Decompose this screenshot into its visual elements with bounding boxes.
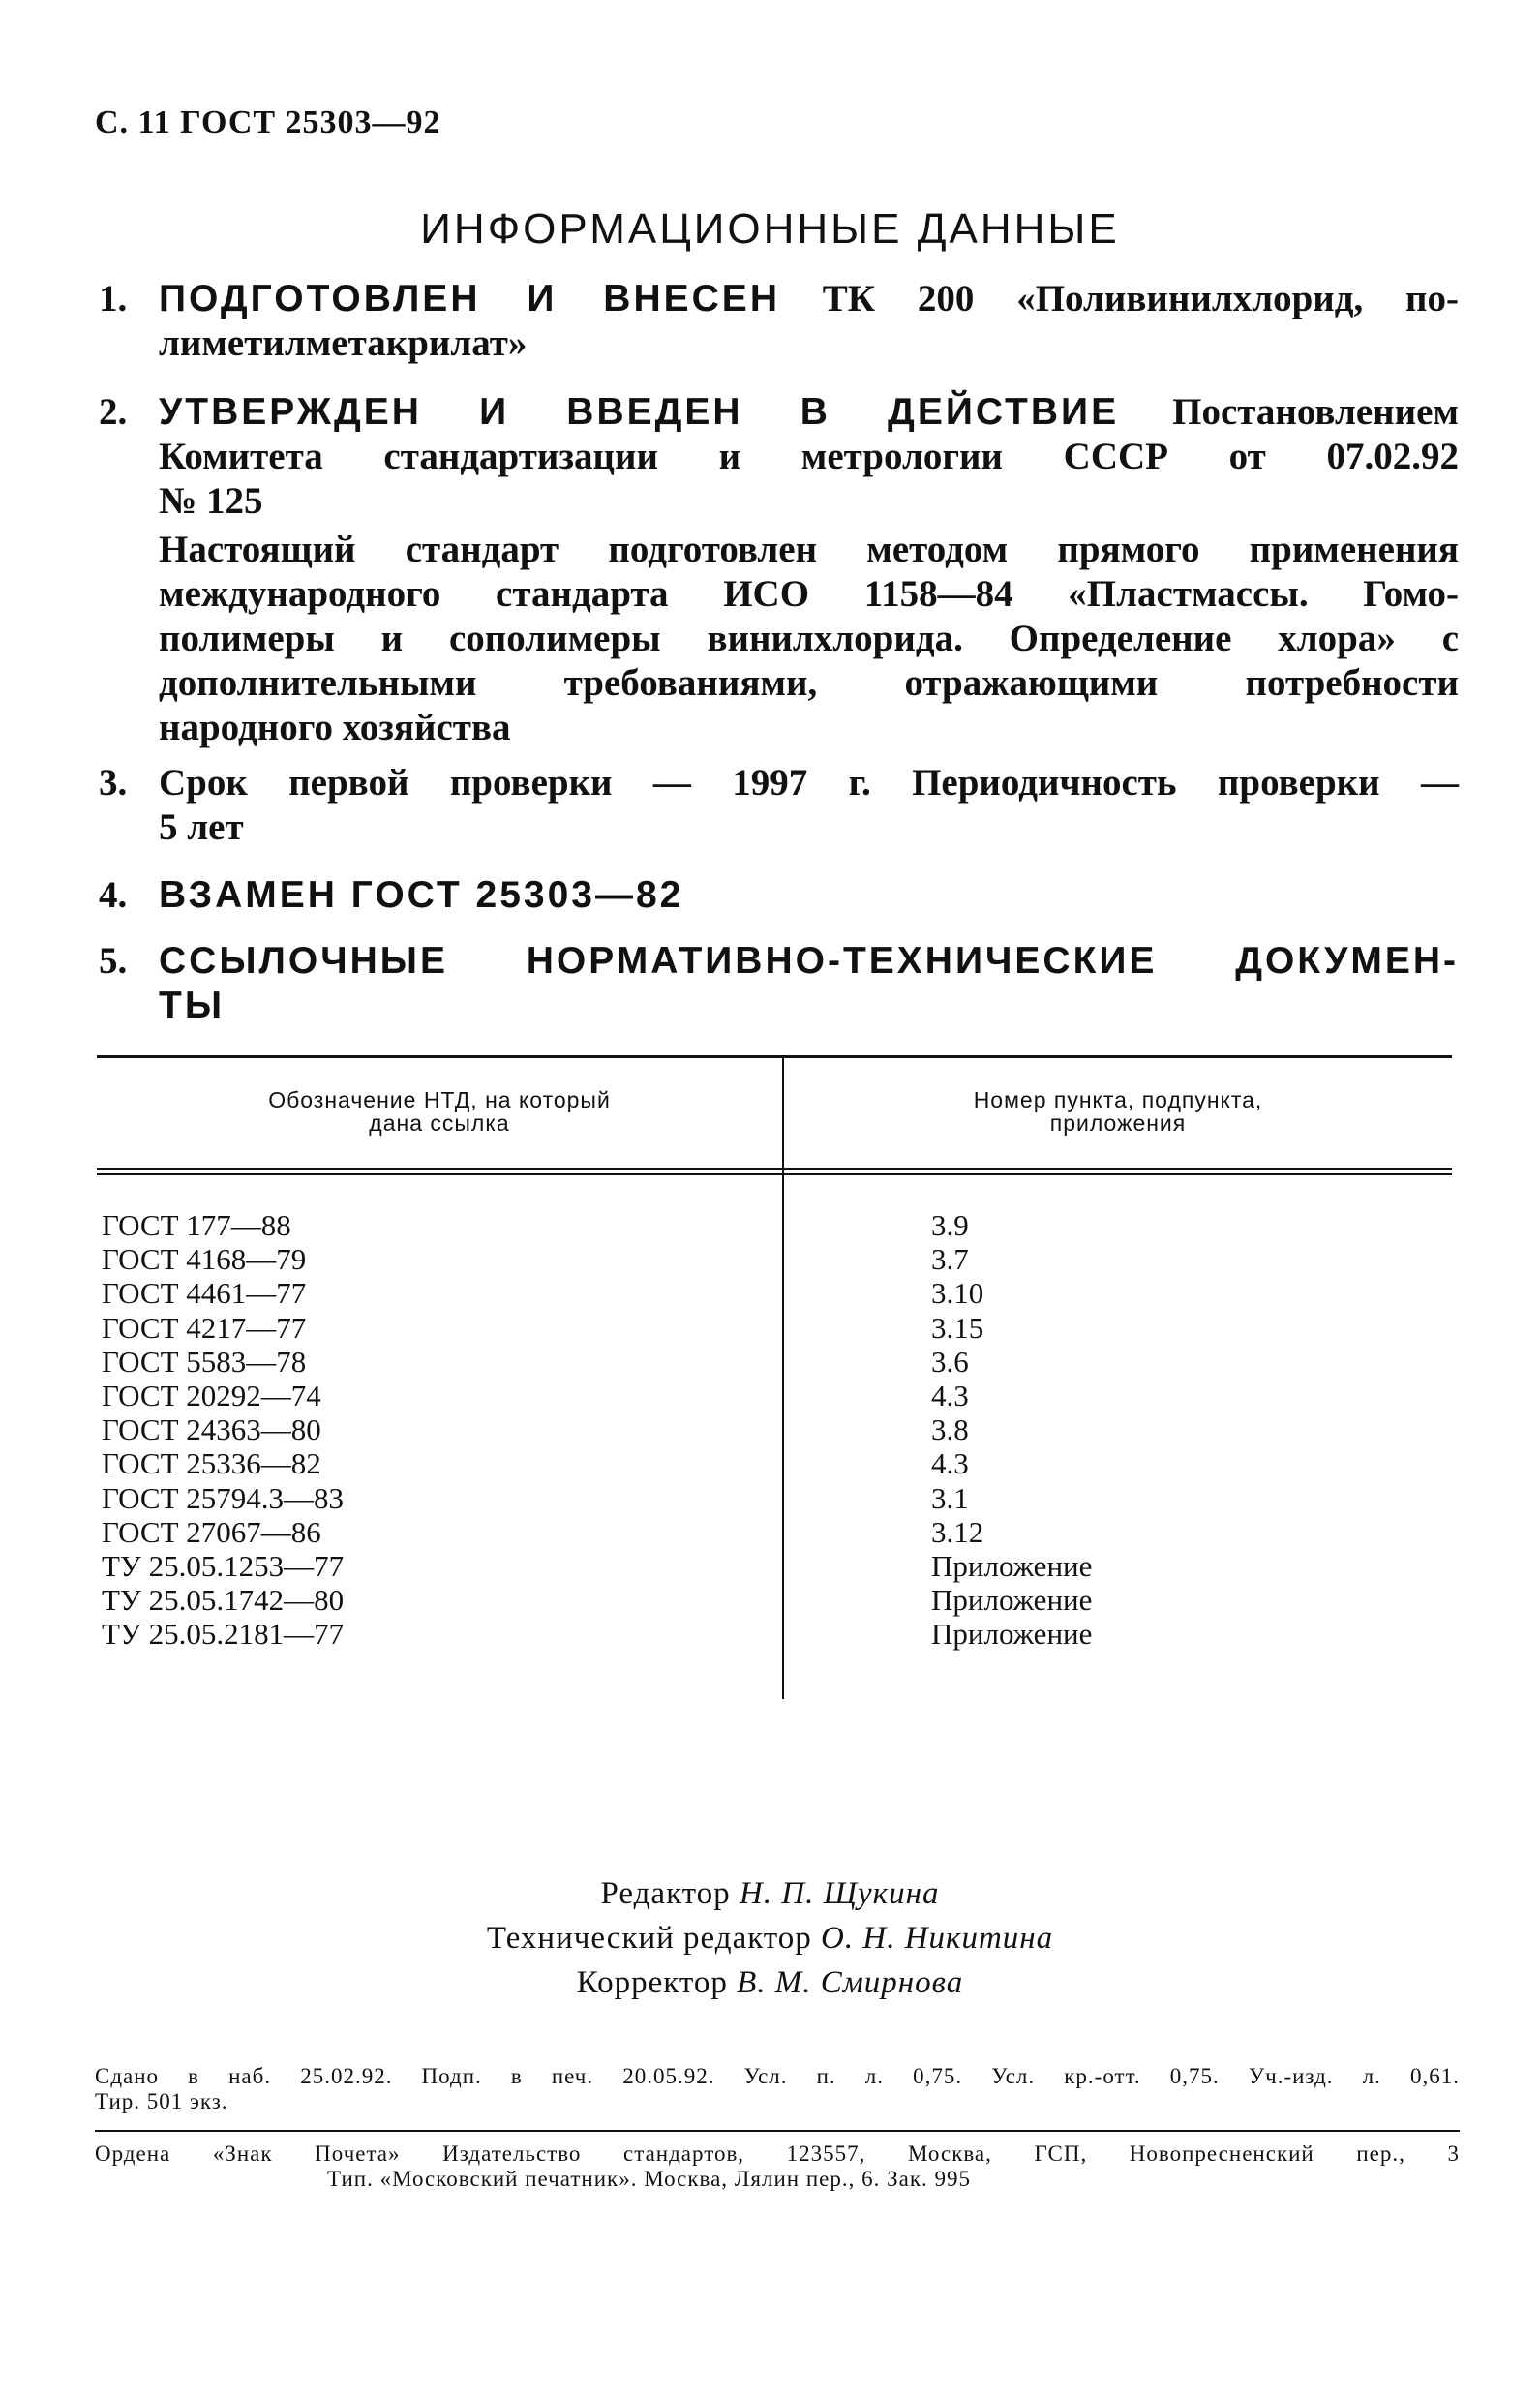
section-3: [99, 761, 1459, 850]
section-2-para-line-3: полимеры и сополимеры винилхлорида. Определение хлора» с: [159, 618, 1459, 659]
imprint-block: [95, 2064, 1460, 2114]
page-title: ИНФОРМАЦИОННЫЕ ДАННЫЕ: [420, 205, 1120, 253]
section-1-lead: ПОДГОТОВЛЕН И ВНЕСЕН: [159, 278, 780, 319]
table-cell-ref: 3.1: [931, 1480, 969, 1515]
header-line: Обозначение НТД, на который: [268, 1087, 611, 1112]
table-row: [97, 1549, 1452, 1583]
table-row: [97, 1617, 1452, 1651]
credit-person: В. М. Смирнова: [737, 1965, 964, 2000]
table-row: [97, 1345, 1452, 1379]
table-cell-ref: 3.6: [931, 1344, 969, 1379]
section-5-line-2: ТЫ: [159, 985, 226, 1026]
table-cell-doc: ГОСТ 25336—82: [102, 1446, 321, 1481]
section-4: [99, 873, 1459, 918]
table-cell-doc: ГОСТ 27067—86: [102, 1514, 321, 1549]
table-cell-doc: ГОСТ 25794.3—83: [102, 1480, 345, 1515]
table-row: [97, 1583, 1452, 1617]
table-cell-doc: ТУ 25.05.1742—80: [102, 1583, 345, 1618]
table-cell-doc: ГОСТ 4168—79: [102, 1242, 307, 1277]
section-1-line-1-rest: ТК 200 «Поливинилхлорид, по-: [822, 278, 1460, 319]
header-line: Номер пункта, подпункта,: [973, 1087, 1263, 1112]
table-header-document: [97, 1088, 782, 1135]
section-5-line-1: ССЫЛОЧНЫЕ НОРМАТИВНО-ТЕХНИЧЕСКИЕ ДОКУМЕН-: [159, 940, 1459, 982]
section-2-para-line-1: Настоящий стандарт подготовлен методом прямого применения: [159, 529, 1459, 570]
section-2-line-2: Комитета стандартизации и метрологии СССР от 07.02.92: [159, 436, 1459, 477]
table-cell-doc: ТУ 25.05.2181—77: [102, 1617, 345, 1652]
header-line: дана ссылка: [369, 1110, 510, 1136]
section-2-para-line-2: международного стандарта ИСО 1158—84 «Пластмассы. Гомо-: [159, 573, 1459, 615]
footer-divider: [95, 2130, 1460, 2132]
table-cell-ref: 3.12: [931, 1514, 984, 1549]
table-cell-doc: ГОСТ 20292—74: [102, 1378, 321, 1413]
table-header-rule: [97, 1168, 1452, 1170]
table-row: [97, 1413, 1452, 1446]
publisher-line-2: Тип. «Московский печатник». Москва, Лялин пер., 6. Зак. 995: [327, 2167, 971, 2191]
table-cell-ref: 3.7: [931, 1242, 969, 1277]
credits-block: [0, 1871, 1540, 2005]
section-number: 3.: [99, 762, 128, 804]
reference-table: [97, 1055, 1452, 1699]
table-cell-doc: ГОСТ 24363—80: [102, 1413, 321, 1447]
credit-role: Корректор: [576, 1965, 728, 2000]
section-3-line-1: Срок первой проверки — 1997 г. Периодичность проверки —: [159, 762, 1459, 804]
table-row: [97, 1208, 1452, 1242]
table-cell-ref: 4.3: [931, 1378, 969, 1413]
section-1: [99, 277, 1459, 366]
section-number: 1.: [99, 278, 128, 319]
section-5: [99, 939, 1459, 1028]
table-row: [97, 1481, 1452, 1515]
table-cell-doc: ТУ 25.05.1253—77: [102, 1548, 345, 1583]
header-line: приложения: [1049, 1110, 1187, 1136]
table-row: [97, 1379, 1452, 1413]
table-cell-ref: Приложение: [931, 1617, 1093, 1652]
table-cell-ref: 3.8: [931, 1413, 969, 1447]
page-header: С. 11 ГОСТ 25303—92: [95, 105, 441, 140]
credit-person: О. Н. Никитина: [821, 1921, 1054, 1956]
publisher-line-1: Ордена «Знак Почета» Издательство стандартов, 123557, Москва, ГСП, Новопресненский пер., 3: [95, 2142, 1460, 2166]
table-cell-doc: ГОСТ 4461—77: [102, 1276, 307, 1311]
table-header-rule: [97, 1173, 1452, 1175]
section-4-text: ВЗАМЕН ГОСТ 25303—82: [159, 874, 684, 916]
table-top-rule: [97, 1055, 1452, 1058]
section-3-line-2: 5 лет: [159, 806, 244, 848]
table-header-clause: [784, 1088, 1452, 1135]
section-1-line-1: [159, 277, 1459, 321]
table-row: [97, 1242, 1452, 1276]
credit-role: Редактор: [600, 1876, 731, 1911]
imprint-line-2: Тир. 501 экз.: [95, 2089, 228, 2113]
section-2: [99, 390, 1459, 750]
credit-corrector: [0, 1960, 1540, 2005]
table-cell-doc: ГОСТ 5583—78: [102, 1344, 307, 1379]
table-cell-doc: ГОСТ 4217—77: [102, 1310, 307, 1345]
section-2-para-line-5: народного хозяйства: [159, 707, 511, 748]
credit-editor: [0, 1871, 1540, 1916]
section-2-para-line-4: дополнительными требованиями, отражающими потребности: [159, 662, 1459, 704]
table-row: [97, 1446, 1452, 1480]
credit-person: Н. П. Щукина: [739, 1876, 940, 1911]
table-cell-ref: Приложение: [931, 1583, 1093, 1618]
section-number: 2.: [99, 391, 128, 433]
section-number: 4.: [99, 874, 128, 916]
publisher-block: [95, 2142, 1460, 2192]
table-row: [97, 1311, 1452, 1345]
imprint-line-1: Сдано в наб. 25.02.92. Подп. в печ. 20.05.92. Усл. п. л. 0,75. Усл. кр.-отт. 0,75. Уч.-изд. л. 0,61.: [95, 2064, 1460, 2088]
table-body: [97, 1208, 1452, 1651]
table-row: [97, 1276, 1452, 1310]
credit-role: Технический редактор: [486, 1921, 812, 1956]
section-2-line-1: [159, 390, 1459, 435]
table-cell-ref: 4.3: [931, 1446, 969, 1481]
credit-tech-editor: [0, 1916, 1540, 1960]
section-2-line-3: № 125: [159, 480, 263, 522]
table-cell-ref: Приложение: [931, 1548, 1093, 1583]
section-2-lead: УТВЕРЖДЕН И ВВЕДЕН В ДЕЙСТВИЕ: [159, 391, 1120, 433]
table-cell-ref: 3.9: [931, 1208, 969, 1242]
table-row: [97, 1515, 1452, 1549]
table-cell-ref: 3.10: [931, 1276, 984, 1311]
section-2-line-1-rest: Постановлением: [1172, 391, 1459, 433]
section-number: 5.: [99, 940, 128, 982]
table-cell-ref: 3.15: [931, 1310, 984, 1345]
table-cell-doc: ГОСТ 177—88: [102, 1208, 291, 1242]
section-1-line-2: лиметилметакрилат»: [159, 322, 528, 364]
